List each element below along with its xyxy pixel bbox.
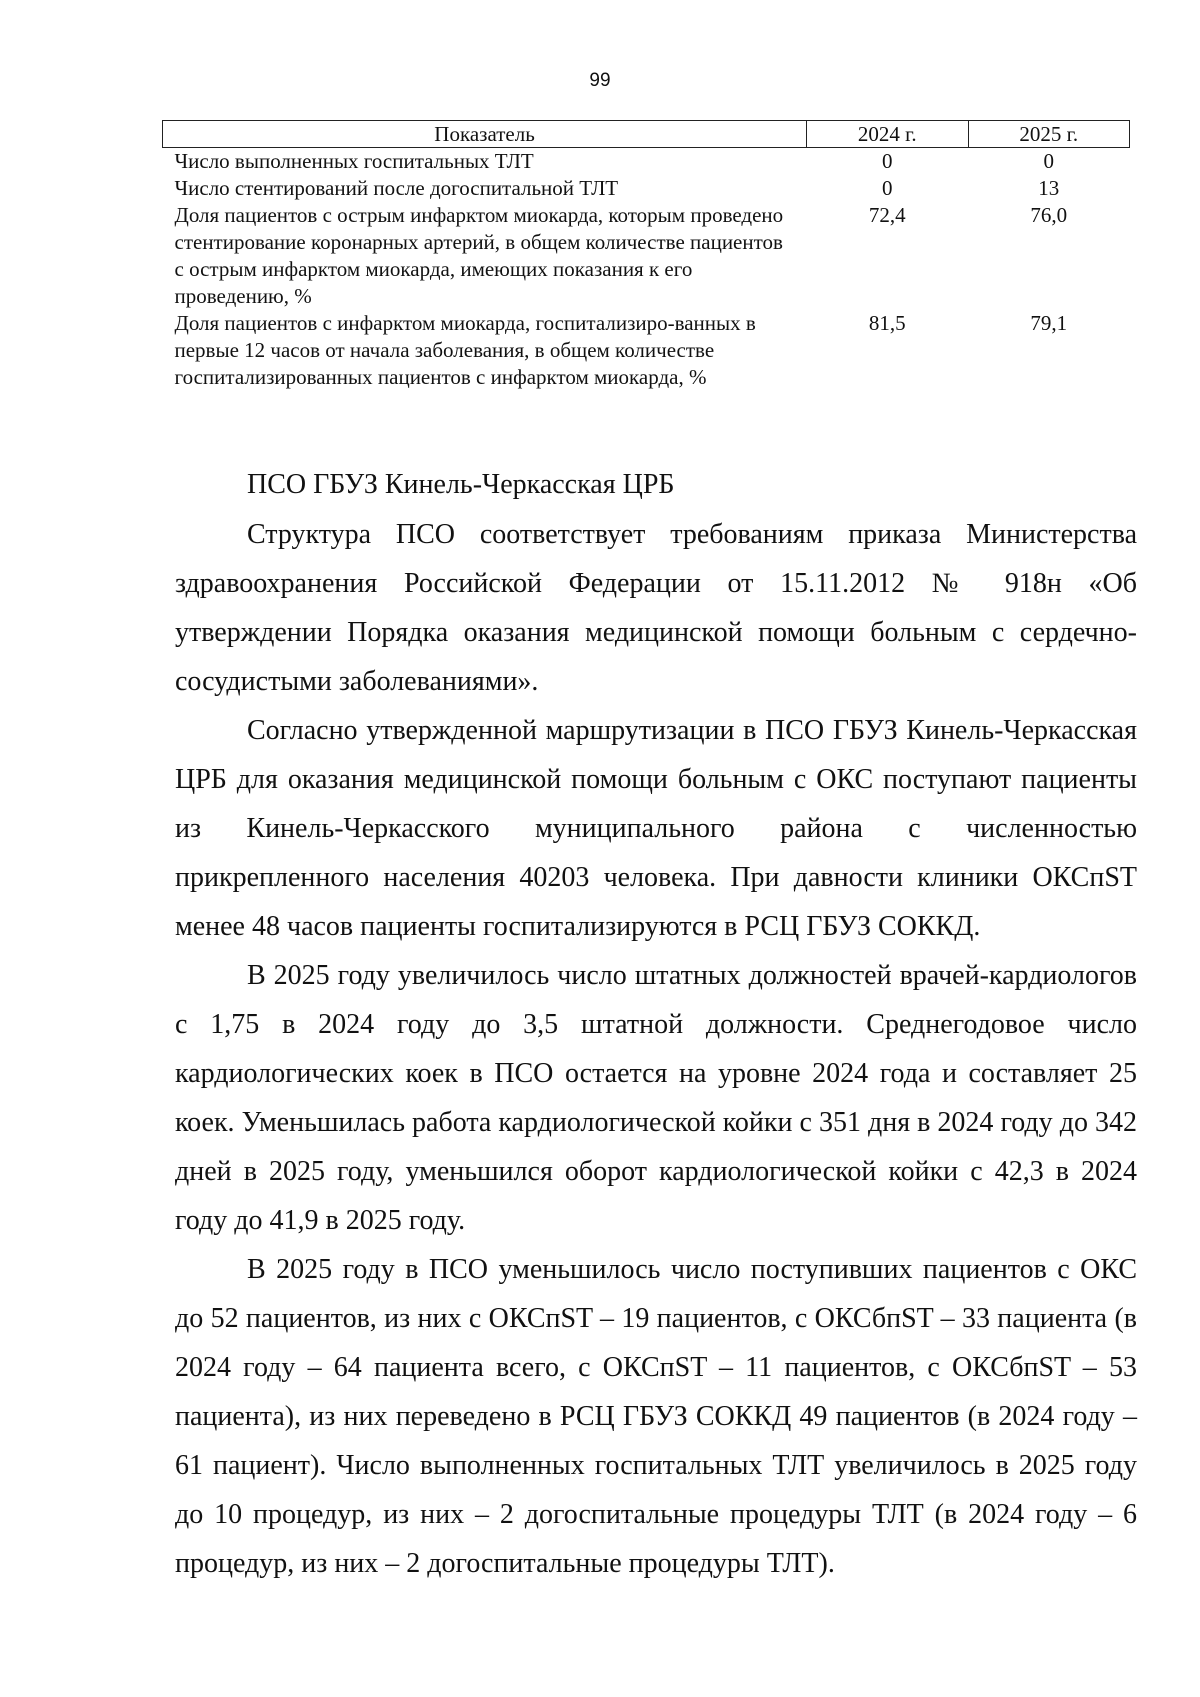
table-row bbox=[163, 202, 1130, 310]
row-value-2024: 72,4 bbox=[868, 203, 906, 227]
header-2024: 2024 г. bbox=[807, 121, 968, 148]
row-label: Число стентирований после догоспитальной ТЛТ bbox=[174, 176, 619, 200]
row-value-2025: 76,0 bbox=[1030, 203, 1068, 227]
paragraph-staffing: В 2025 году увеличилось число штатных должностей врачей-кардиологов с 1,75 в 2024 году до 3,5 штатной должности. Среднегодовое число кардиологических коек в ПСО остается на уровне 2024 года и составляет 25 коек. Уменьшилась работа кардиологической койки с 351 дня в 2024 году до 342 дней в 2025 году, уменьшился оборот кардиологической койки с 42,3 в 2024 году до 41,9 в 2025 году. bbox=[175, 960, 1137, 1236]
section-title: ПСО ГБУЗ Кинель-Черкасская ЦРБ bbox=[247, 469, 675, 500]
row-value-2024: 81,5 bbox=[868, 311, 906, 335]
paragraph-patients: В 2025 году в ПСО уменьшилось число поступивших пациентов с ОКС до 52 пациентов, из них с ОКСпST – 19 пациентов, с ОКСбпST – 33 пациента (в 2024 году – 64 пациента всего, с ОКСпST – 11 пациентов, с ОКСбпST – 53 пациента), из них переведено в РСЦ ГБУЗ СОККД 49 пациентов (в 2024 году – 61 пациент). Число выполненных госпитальных ТЛТ увеличилось в 2025 году до 10 процедур, из них – 2 догоспитальные процедуры ТЛТ (в 2024 году – 6 процедур, из них – 2 догоспитальные процедуры ТЛТ). bbox=[175, 1254, 1137, 1579]
header-2025: 2025 г. bbox=[968, 121, 1129, 148]
row-value-2025: 0 bbox=[1043, 149, 1055, 173]
row-label: Число выполненных госпитальных ТЛТ bbox=[174, 149, 534, 173]
indicators-table bbox=[162, 120, 1130, 391]
row-value-2024: 0 bbox=[882, 149, 893, 173]
table-row bbox=[163, 310, 1130, 391]
page-number: 99 bbox=[589, 70, 611, 91]
row-value-2025: 13 bbox=[1038, 176, 1060, 200]
paragraph-structure: Структура ПСО соответствует требованиям приказа Министерства здравоохранения Российской Федерации от 15.11.2012 № 918н «Об утверждении Порядка оказания медицинской помощи больным с сердечно-сосудистыми заболеваниями». bbox=[175, 519, 1137, 697]
row-label: Доля пациентов с инфарктом миокарда, госпитализиро-ванных в первые 12 часов от начала заболевания, в общем количестве госпитализированных пациентов с инфарктом миокарда, % bbox=[174, 311, 756, 389]
body-text bbox=[175, 460, 1137, 1588]
row-value-2024: 0 bbox=[882, 176, 893, 200]
table-header-row bbox=[163, 121, 1130, 148]
table-row bbox=[163, 148, 1130, 176]
table-row bbox=[163, 175, 1130, 202]
header-indicator: Показатель bbox=[163, 121, 807, 148]
row-label: Доля пациентов с острым инфарктом миокарда, которым проведено стентирование коронарных артерий, в общем количестве пациентов с острым инфарктом миокарда, имеющих показания к его проведению, % bbox=[174, 203, 784, 308]
paragraph-routing: Согласно утвержденной маршрутизации в ПСО ГБУЗ Кинель-Черкасская ЦРБ для оказания медицинской помощи больным с ОКС поступают пациенты из Кинель-Черкасского муниципального района с численностью прикрепленного населения 40203 человека. При давности клиники ОКСпST менее 48 часов пациенты госпитализируются в РСЦ ГБУЗ СОККД. bbox=[175, 715, 1137, 942]
row-value-2025: 79,1 bbox=[1030, 311, 1068, 335]
